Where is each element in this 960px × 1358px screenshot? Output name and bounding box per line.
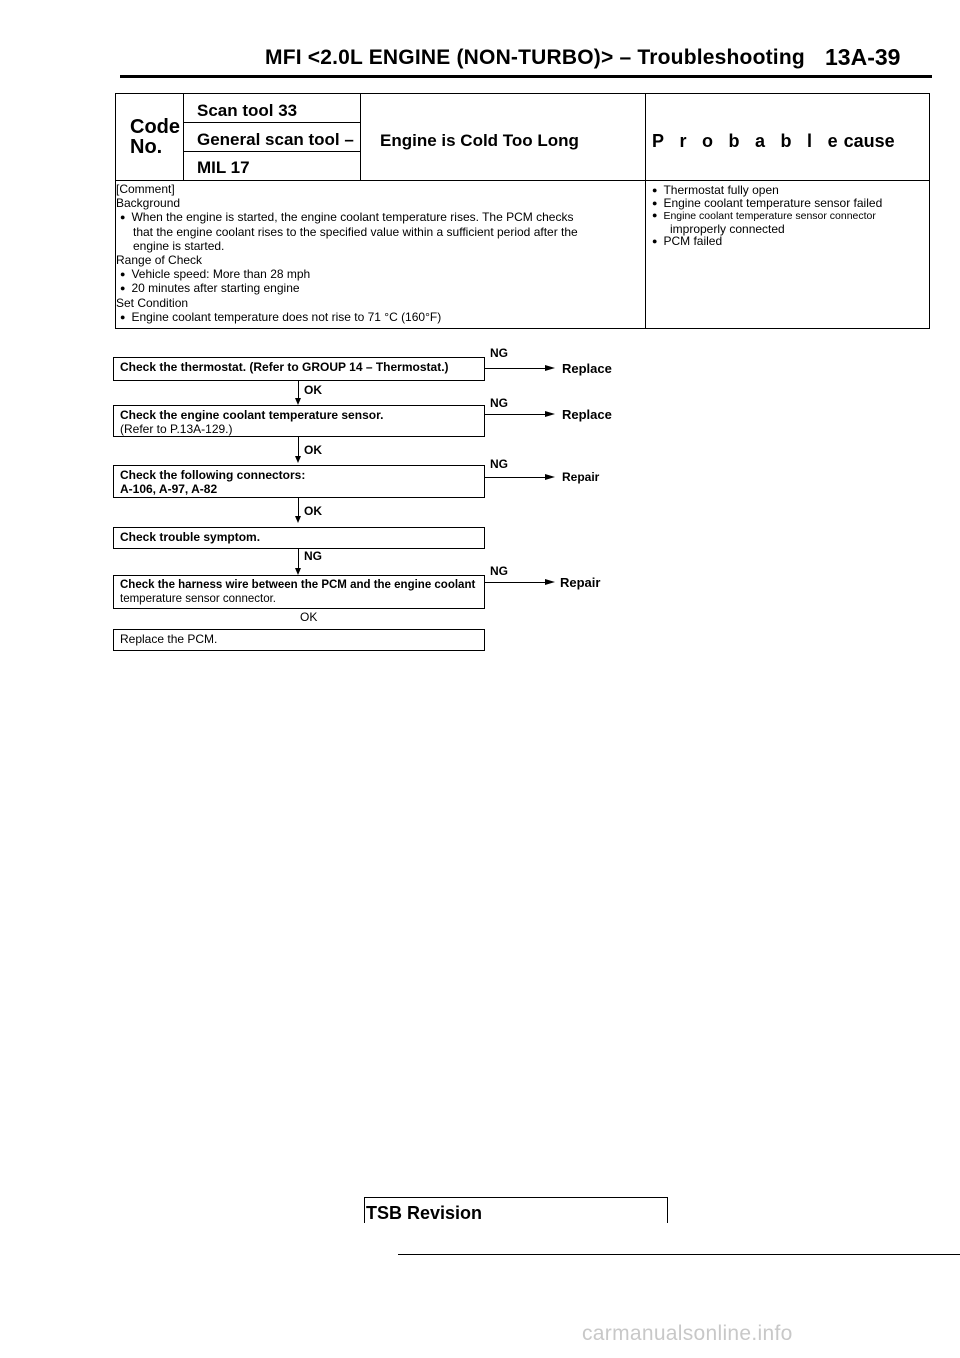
dtc-title: Engine is Cold Too Long: [380, 131, 579, 150]
probable-cause-list: ● Thermostat fully open ● Engine coolant temperature sensor failed ● Engine coolant temperature sensor connector improperly connected ● PCM failed: [652, 183, 883, 249]
comment-section: [Comment] Background ● When the engine is started, the engine coolant temperature rises. The PCM checks that the engine coolant rises to the specified value within a sufficient period after the engine is started. Range of Check ● Vehicle speed: More than 28 mph ● 20 minutes after starting engine Set Condition ● Engine coolant temperature does not rise to 71 °C (160°F): [116, 182, 578, 324]
ok-label: OK: [304, 443, 322, 457]
ng-label: NG: [490, 457, 508, 471]
header-rule: [120, 75, 932, 78]
ng-label: NG: [304, 549, 322, 563]
result-repair-harness: Repair: [560, 575, 601, 590]
ng-label: NG: [490, 396, 508, 410]
result-replace-thermostat: Replace: [562, 361, 612, 376]
page-number: 13A-39: [825, 44, 901, 70]
code-no-label: Code No.: [130, 116, 180, 158]
tsb-revision-label: TSB Revision: [366, 1203, 483, 1223]
flow-step-coolant-sensor: Check the engine coolant temperature sensor. (Refer to P.13A-129.): [113, 405, 485, 437]
watermark: carmanualsonline.info: [582, 1322, 793, 1345]
result-repair-connectors: Repair: [562, 470, 600, 484]
result-replace-sensor: Replace: [562, 407, 612, 422]
flow-step-replace-pcm: Replace the PCM.: [113, 629, 485, 651]
probable-cause-heading: P r o b a b l e cause: [652, 131, 895, 151]
ok-label: OK: [304, 383, 322, 397]
ok-label: OK: [304, 504, 322, 518]
general-scan-tool-code: General scan tool –: [197, 130, 354, 149]
flow-step-harness-wire: Check the harness wire between the PCM and the engine coolant temperature sensor connector.: [113, 575, 485, 609]
footer-rule: [398, 1254, 960, 1255]
ng-label: NG: [490, 564, 508, 578]
flow-step-trouble-symptom: Check trouble symptom.: [113, 527, 485, 549]
ok-label: OK: [300, 610, 318, 624]
scan-tool-code: Scan tool 33: [197, 101, 298, 120]
mil-code: MIL 17: [197, 158, 250, 177]
flow-step-thermostat: Check the thermostat. (Refer to GROUP 14 – Thermostat.): [113, 357, 485, 381]
ng-label: NG: [490, 346, 508, 360]
page-title: MFI <2.0L ENGINE (NON-TURBO)> – Troubleshooting: [265, 46, 805, 69]
flow-step-connectors: Check the following connectors: A-106, A-97, A-82: [113, 465, 485, 498]
